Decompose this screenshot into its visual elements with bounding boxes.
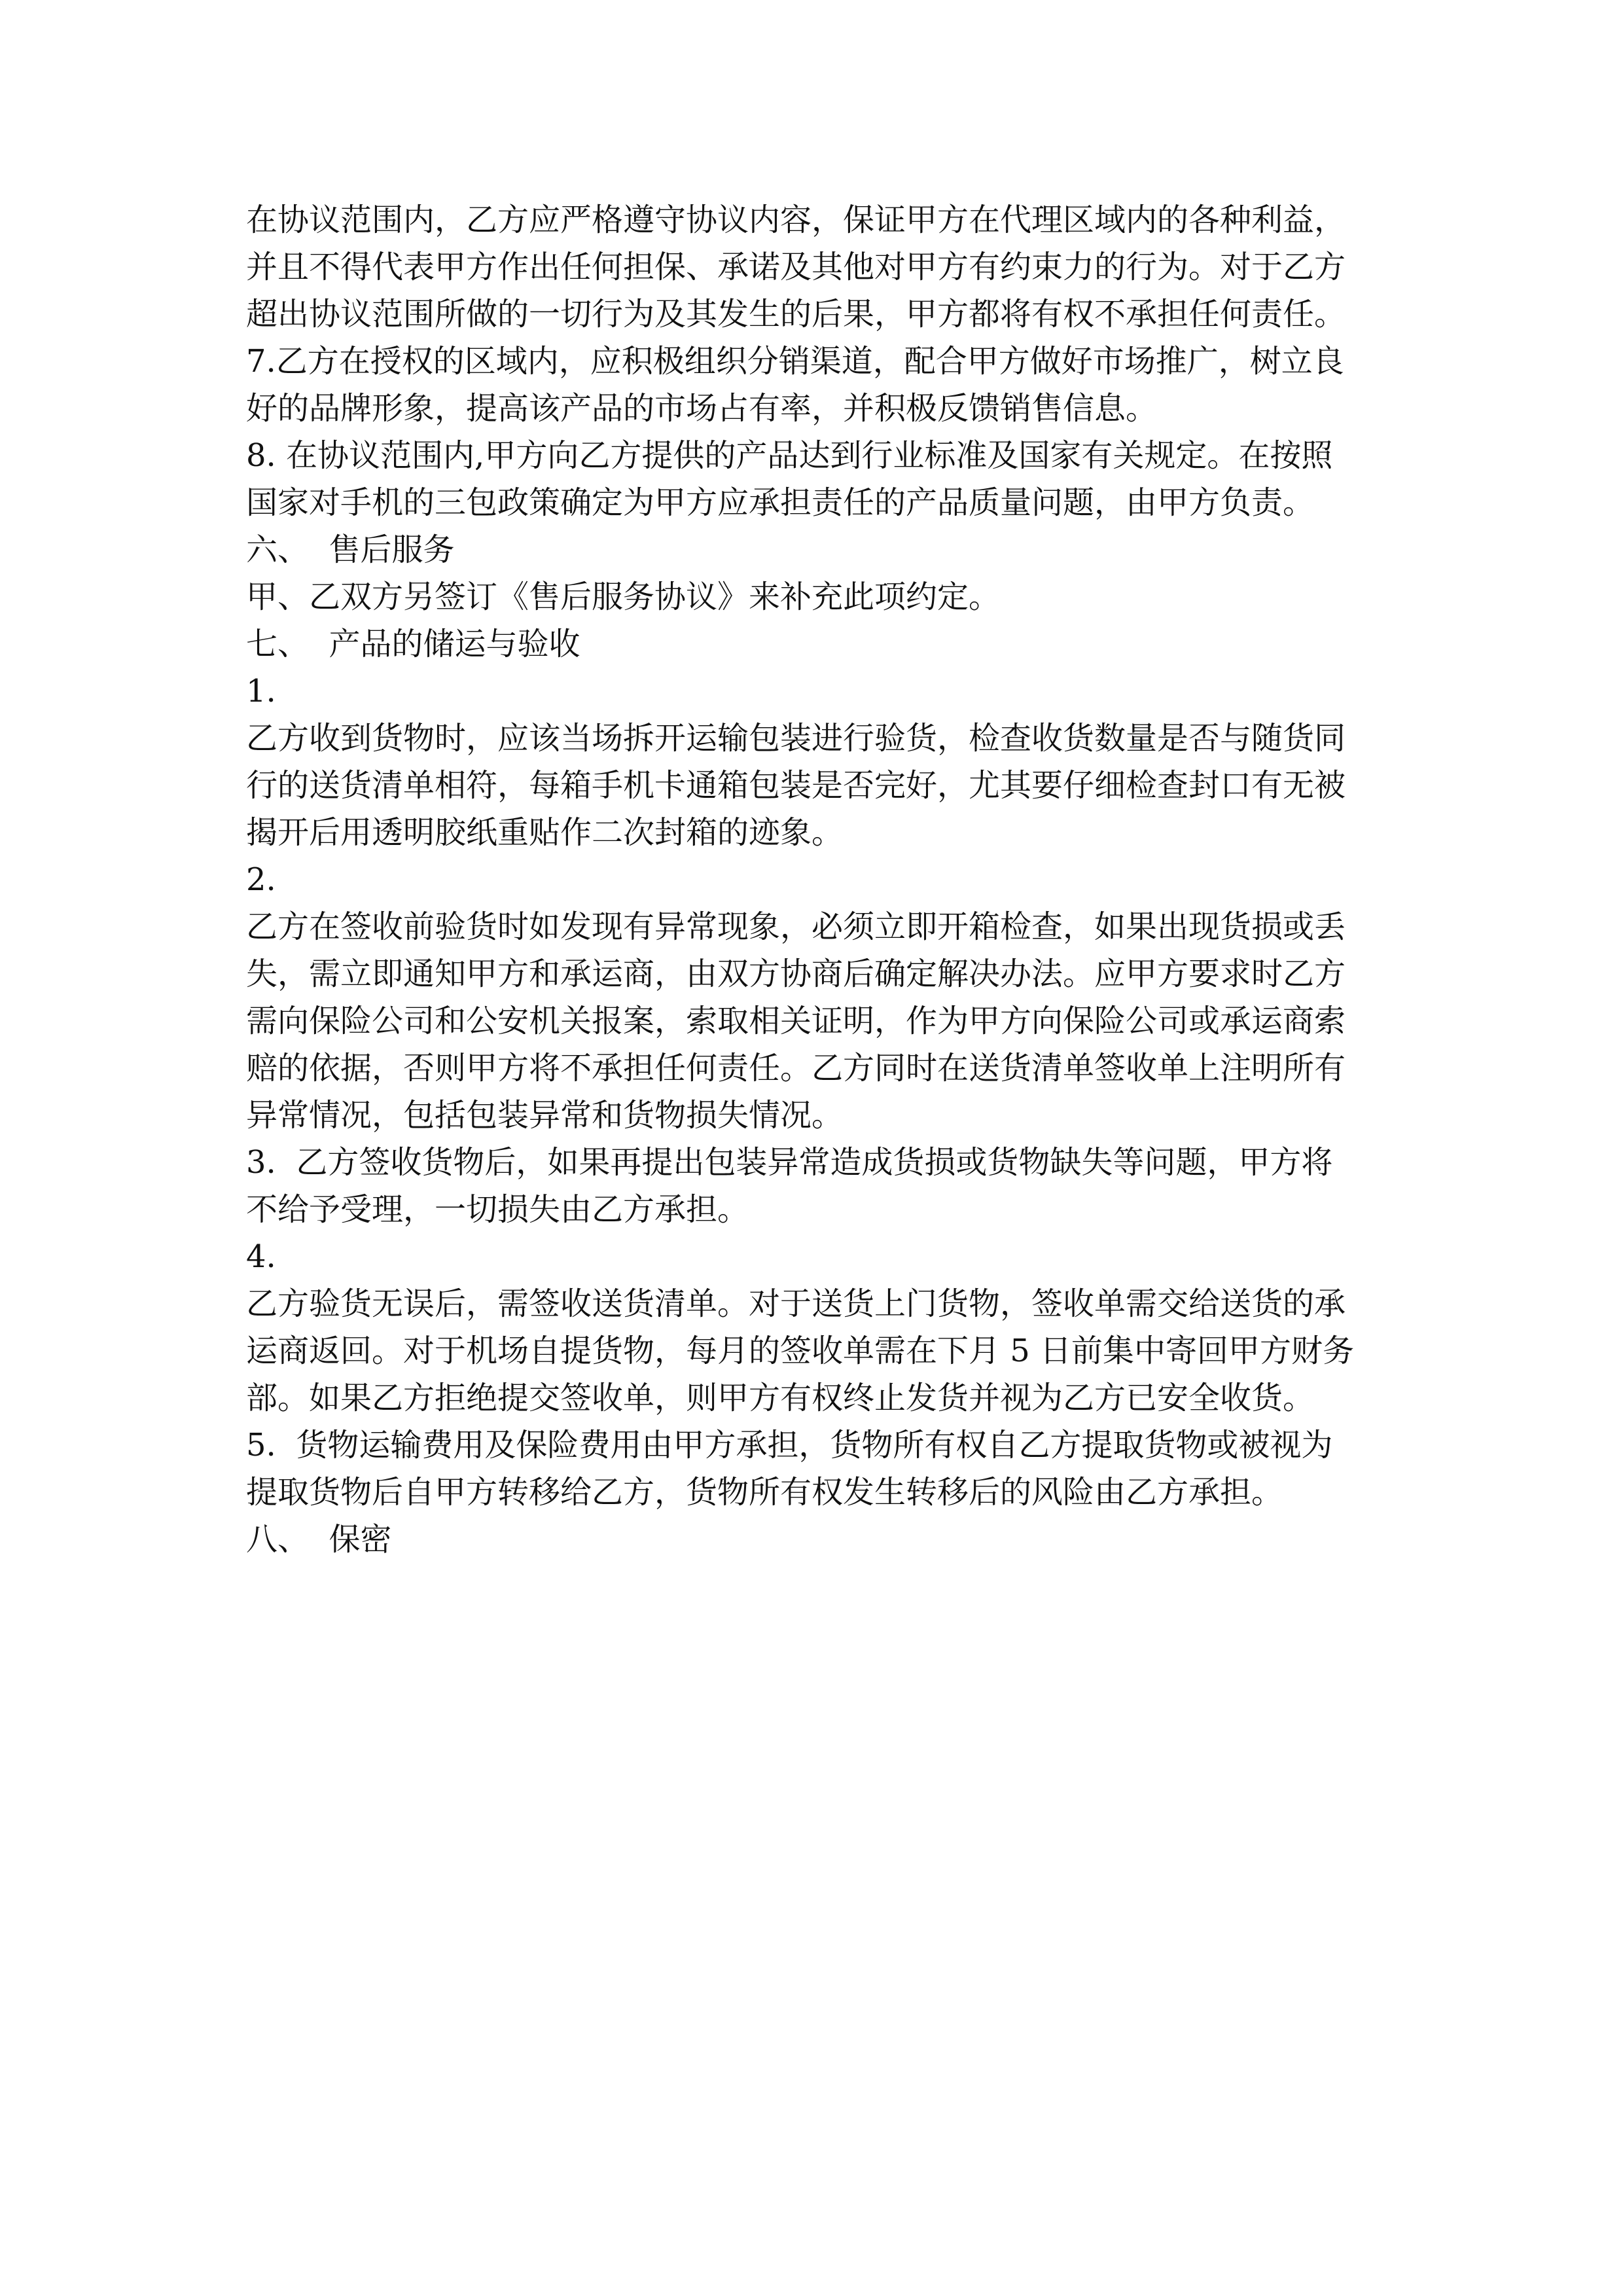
text-line: 甲、乙双方另签订《售后服务协议》来补充此项约定。 xyxy=(246,579,1001,615)
item-number: 2. xyxy=(246,861,276,898)
item-number: 1. xyxy=(246,673,276,709)
text-line: 提取货物后自甲方转移给乙方，货物所有权发生转移后的风险由乙方承担。 xyxy=(246,1474,1283,1511)
text-line: 异常情况，包括包装异常和货物损失情况。 xyxy=(246,1097,844,1134)
text-line: 7.乙方在授权的区域内，应积极组织分销渠道，配合甲方做好市场推广，树立良 xyxy=(246,343,1344,380)
text-line: 3. 乙方签收货物后，如果再提出包装异常造成货损或货物缺失等问题，甲方将 xyxy=(246,1144,1333,1181)
section-heading: 六、 售后服务 xyxy=(246,531,455,568)
text-line: 在协议范围内，乙方应严格遵守协议内容，保证甲方在代理区域内的各种利益， xyxy=(246,202,1346,238)
text-line: 超出协议范围所做的一切行为及其发生的后果，甲方都将有权不承担任何责任。 xyxy=(246,296,1346,332)
text-line: 国家对手机的三包政策确定为甲方应承担责任的产品质量问题，由甲方负责。 xyxy=(246,484,1315,521)
text-line: 运商返回。对于机场自提货物，每月的签收单需在下月 5 日前集中寄回甲方财务 xyxy=(246,1333,1355,1369)
text-line: 揭开后用透明胶纸重贴作二次封箱的迹象。 xyxy=(246,814,844,851)
text-line: 需向保险公司和公安机关报案，索取相关证明，作为甲方向保险公司或承运商索 xyxy=(246,1003,1346,1039)
text-line: 并且不得代表甲方作出任何担保、承诺及其他对甲方有约束力的行为。对于乙方 xyxy=(246,249,1346,285)
text-line: 行的送货清单相符，每箱手机卡通箱包装是否完好，尤其要仔细检查封口有无被 xyxy=(246,767,1346,804)
text-line: 不给予受理，一切损失由乙方承担。 xyxy=(246,1191,749,1228)
item-number: 4. xyxy=(246,1238,276,1275)
section-heading: 八、 保密 xyxy=(246,1521,392,1558)
document-body xyxy=(246,196,1385,1563)
text-line: 好的品牌形象，提高该产品的市场占有率，并积极反馈销售信息。 xyxy=(246,390,1158,427)
text-line: 乙方在签收前验货时如发现有异常现象，必须立即开箱检查，如果出现货损或丢 xyxy=(246,908,1346,945)
text-line: 失，需立即通知甲方和承运商，由双方协商后确定解决办法。应甲方要求时乙方 xyxy=(246,956,1346,992)
section-heading: 七、 产品的储运与验收 xyxy=(246,626,580,662)
text-line: 8. 在协议范围内,甲方向乙方提供的产品达到行业标准及国家有关规定。在按照 xyxy=(246,437,1333,474)
text-line: 5. 货物运输费用及保险费用由甲方承担，货物所有权自乙方提取货物或被视为 xyxy=(246,1427,1333,1463)
text-line: 部。如果乙方拒绝提交签收单，则甲方有权终止发货并视为乙方已安全收货。 xyxy=(246,1380,1315,1416)
text-line: 赔的依据，否则甲方将不承担任何责任。乙方同时在送货清单签收单上注明所有 xyxy=(246,1050,1346,1086)
text-line: 乙方验货无误后，需签收送货清单。对于送货上门货物，签收单需交给送货的承 xyxy=(246,1285,1346,1322)
text-line: 乙方收到货物时，应该当场拆开运输包装进行验货，检查收货数量是否与随货同 xyxy=(246,720,1346,757)
